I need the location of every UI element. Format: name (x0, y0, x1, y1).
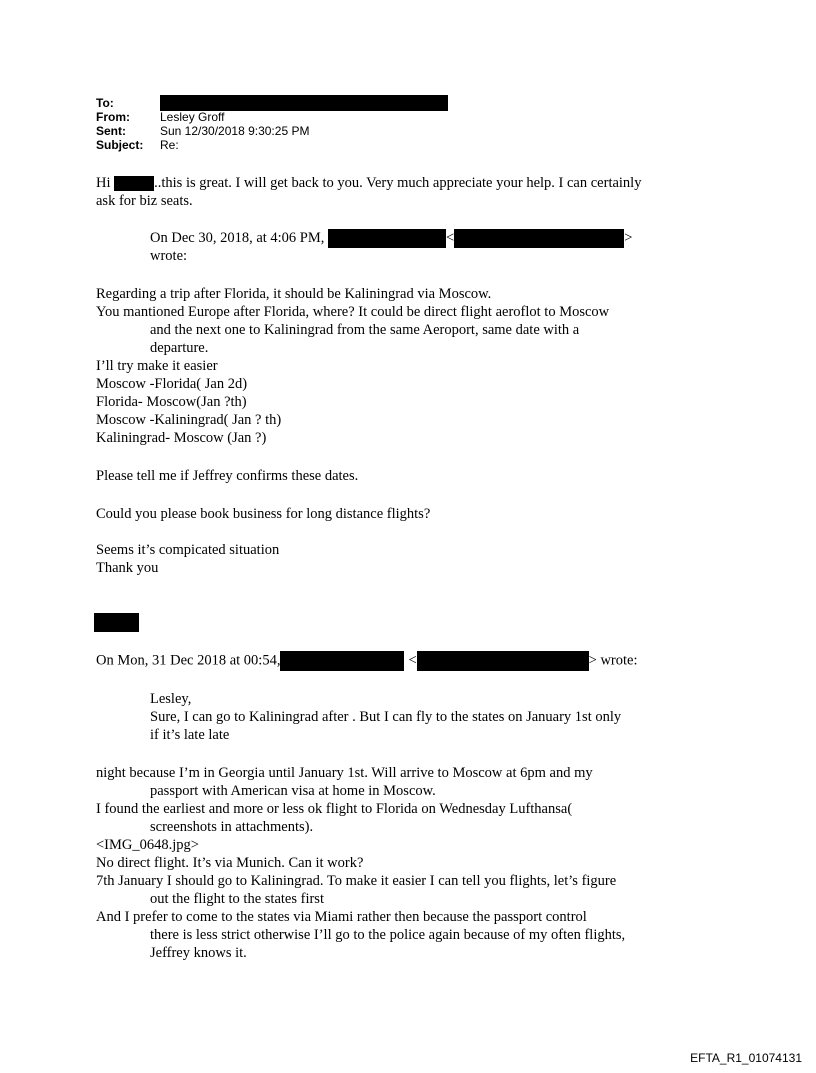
quote1-gt: > (624, 230, 633, 246)
signature-redaction (94, 613, 139, 632)
message1-thanks: Thank you (96, 560, 159, 576)
message1-business: Could you please book business for long distance flights? (96, 506, 431, 522)
message2-body-line: out the flight to the states first (150, 891, 324, 907)
redaction-block (114, 176, 154, 191)
message2-body-line: And I prefer to come to the states via Miami rather then because the passport control (96, 909, 587, 925)
sent-value: Sun 12/30/2018 9:30:25 PM (160, 124, 310, 138)
message1-line: departure. (150, 340, 209, 356)
message2-body-line: night because I’m in Georgia until January 1st. Will arrive to Moscow at 6pm and my (96, 765, 593, 781)
reply-line-2: ask for biz seats. (96, 193, 193, 209)
message1-line: You mantioned Europe after Florida, where? It could be direct flight aeroflot to Moscow (96, 304, 610, 320)
message2-body-line: No direct flight. It’s via Munich. Can it work? (96, 855, 364, 871)
message2-line: if it’s late late (150, 727, 230, 743)
message1-line: I’ll try make it easier (96, 358, 218, 374)
quote2-wrote: > wrote: (588, 652, 638, 669)
subject-value: Re: (160, 138, 179, 152)
to-value-redacted (160, 96, 448, 111)
sent-label: Sent: (96, 124, 126, 138)
redaction-block (417, 651, 589, 671)
reply-greeting: Hi (96, 175, 111, 191)
message2-body-line: there is less strict otherwise I’ll go to the police again because of my often flights, (150, 927, 626, 943)
message2-greeting: Lesley, (150, 691, 192, 707)
message1-line: Kaliningrad- Moscow (Jan ?) (96, 430, 267, 446)
quote2-intro (96, 651, 638, 671)
quote1-wrote: wrote: (150, 248, 188, 264)
message2-body-line: screenshots in attachments). (150, 819, 314, 835)
to-label: To: (96, 96, 114, 110)
message2-body-line: I found the earliest and more or less ok flight to Florida on Wednesday Lufthansa( (96, 801, 573, 817)
reply-line-1 (96, 174, 641, 192)
from-label: From: (96, 110, 130, 124)
redaction-block (454, 229, 624, 248)
message2-line: Sure, I can go to Kaliningrad after . But I can fly to the states on January 1st only (150, 709, 622, 725)
redaction-block (280, 651, 404, 671)
message1-line: and the next one to Kaliningrad from the same Aeroport, same date with a (150, 322, 580, 338)
message2-body-line: <IMG_0648.jpg> (96, 837, 199, 853)
message2-body-line: Jeffrey knows it. (150, 945, 247, 961)
message1-seems: Seems it’s compicated situation (96, 542, 280, 558)
message2-body-line: 7th January I should go to Kaliningrad. To make it easier I can tell you flights, let’s figure (96, 873, 617, 889)
quote1-lt: < (446, 230, 455, 246)
redaction-block (160, 95, 448, 111)
from-value: Lesley Groff (160, 110, 225, 124)
message1-confirm: Please tell me if Jeffrey confirms these dates. (96, 468, 359, 484)
message2-body-line: passport with American visa at home in Moscow. (150, 783, 436, 799)
message1-line: Moscow -Kaliningrad( Jan ? th) (96, 412, 282, 428)
reply-body: ..this is great. I will get back to you. Very much appreciate your help. I can certainly (154, 175, 642, 191)
message1-line: Moscow -Florida( Jan 2d) (96, 376, 248, 392)
document-id: EFTA_R1_01074131 (690, 1051, 802, 1065)
quote2-intro-text: On Mon, 31 Dec 2018 at 00:54, (96, 652, 281, 669)
redaction-block (328, 229, 446, 248)
subject-label: Subject: (96, 138, 144, 152)
message1-line: Regarding a trip after Florida, it should be Kaliningrad via Moscow. (96, 286, 492, 302)
quote2-lt: < (408, 652, 417, 669)
quote1-intro-text: On Dec 30, 2018, at 4:06 PM, (150, 230, 325, 246)
quote1-intro (150, 229, 632, 248)
message1-line: Florida- Moscow(Jan ?th) (96, 394, 247, 410)
